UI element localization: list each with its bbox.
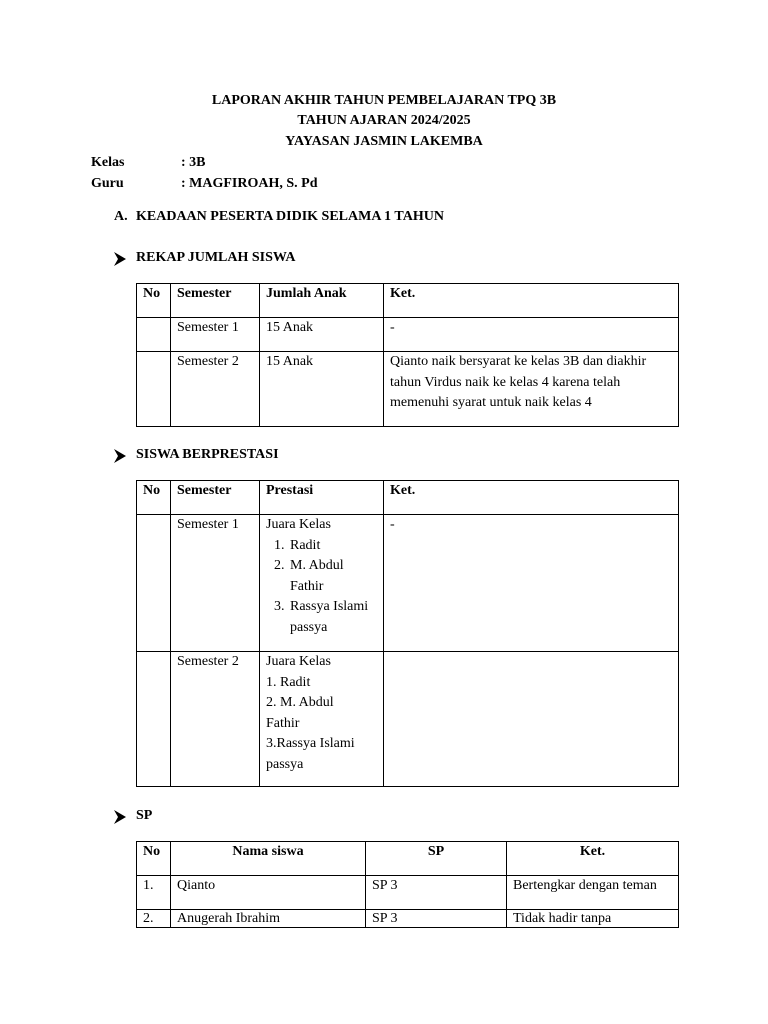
- table-row: [137, 318, 679, 352]
- cell-no: [137, 352, 171, 427]
- prestasi-title: SISWA BERPRESTASI: [136, 447, 279, 462]
- sp-table: [136, 841, 679, 928]
- table-row: [137, 652, 679, 787]
- list-item: 3. Rassya Islami passya: [288, 597, 377, 638]
- cell-nama: Anugerah Ibrahim: [171, 910, 366, 928]
- list-item: 2. M. Abdul Fathir: [288, 556, 377, 597]
- cell-prestasi: [260, 515, 384, 652]
- col-header-jumlah: Jumlah Anak: [260, 284, 384, 318]
- cell-nama: Qianto: [171, 876, 366, 910]
- col-header-sp: SP: [366, 842, 507, 876]
- prestasi-line: Fathir: [266, 715, 300, 731]
- cell-no: 2.: [137, 910, 171, 928]
- cell-ket: Tidak hadir tanpa: [507, 910, 679, 928]
- table-row: [137, 910, 679, 928]
- col-header-prestasi: Prestasi: [260, 481, 384, 515]
- table-row: [137, 352, 679, 427]
- cell-ket: -: [384, 515, 679, 652]
- sp-title: SP: [136, 808, 153, 823]
- report-title: LAPORAN AKHIR TAHUN PEMBELAJARAN TPQ 3B: [211, 93, 557, 108]
- arrowhead-bullet-icon: [114, 810, 126, 824]
- cell-no: [137, 318, 171, 352]
- col-header-ket: Ket.: [384, 284, 679, 318]
- prestasi-table: [136, 480, 679, 787]
- report-year: TAHUN AJARAN 2024/2025: [297, 113, 471, 128]
- cell-semester: Semester 1: [171, 318, 260, 352]
- table-header-row: [137, 481, 679, 515]
- rekap-table: [136, 283, 679, 427]
- kelas-value: : 3B: [181, 155, 206, 170]
- table-row: [137, 515, 679, 652]
- kelas-label: Kelas: [91, 155, 125, 170]
- cell-sp: SP 3: [366, 876, 507, 910]
- cell-ket: -: [384, 318, 679, 352]
- table-row: [137, 876, 679, 910]
- col-header-ket: Ket.: [507, 842, 679, 876]
- cell-no: [137, 652, 171, 787]
- cell-sp: SP 3: [366, 910, 507, 928]
- col-header-semester: Semester: [171, 481, 260, 515]
- cell-no: 1.: [137, 876, 171, 910]
- cell-semester: Semester 2: [171, 352, 260, 427]
- col-header-no: No: [137, 284, 171, 318]
- cell-ket: Bertengkar dengan teman: [507, 876, 679, 910]
- cell-no: [137, 515, 171, 652]
- cell-prestasi: [260, 652, 384, 787]
- col-header-no: No: [137, 481, 171, 515]
- table-header-row: [137, 284, 679, 318]
- arrowhead-bullet-icon: [114, 449, 126, 463]
- cell-ket: [384, 652, 679, 787]
- cell-jumlah: 15 Anak: [260, 318, 384, 352]
- cell-semester: Semester 2: [171, 652, 260, 787]
- prestasi-line: 3.Rassya Islami: [266, 736, 355, 751]
- prestasi-line: 2. M. Abdul: [266, 695, 334, 710]
- prestasi-heading: Juara Kelas: [266, 517, 331, 532]
- prestasi-list: [266, 536, 377, 639]
- section-a-marker: A.: [114, 209, 128, 224]
- report-foundation: YAYASAN JASMIN LAKEMBA: [285, 134, 483, 149]
- col-header-nama: Nama siswa: [171, 842, 366, 876]
- table-header-row: [137, 842, 679, 876]
- col-header-no: No: [137, 842, 171, 876]
- cell-semester: Semester 1: [171, 515, 260, 652]
- prestasi-heading: Juara Kelas: [266, 654, 331, 669]
- guru-value: : MAGFIROAH, S. Pd: [181, 176, 318, 191]
- cell-ket: Qianto naik bersyarat ke kelas 3B dan diakhir tahun Virdus naik ke kelas 4 karena telah memenuhi syarat untuk naik kelas 4: [384, 352, 679, 427]
- col-header-semester: Semester: [171, 284, 260, 318]
- cell-jumlah: 15 Anak: [260, 352, 384, 427]
- prestasi-line: passya: [266, 756, 304, 772]
- prestasi-line: 1. Radit: [266, 674, 311, 690]
- section-a-title: KEADAAN PESERTA DIDIK SELAMA 1 TAHUN: [136, 209, 444, 224]
- list-item: 1. Radit: [288, 536, 377, 557]
- arrowhead-bullet-icon: [114, 252, 126, 266]
- col-header-ket: Ket.: [384, 481, 679, 515]
- rekap-title: REKAP JUMLAH SISWA: [136, 250, 296, 265]
- guru-label: Guru: [91, 176, 124, 191]
